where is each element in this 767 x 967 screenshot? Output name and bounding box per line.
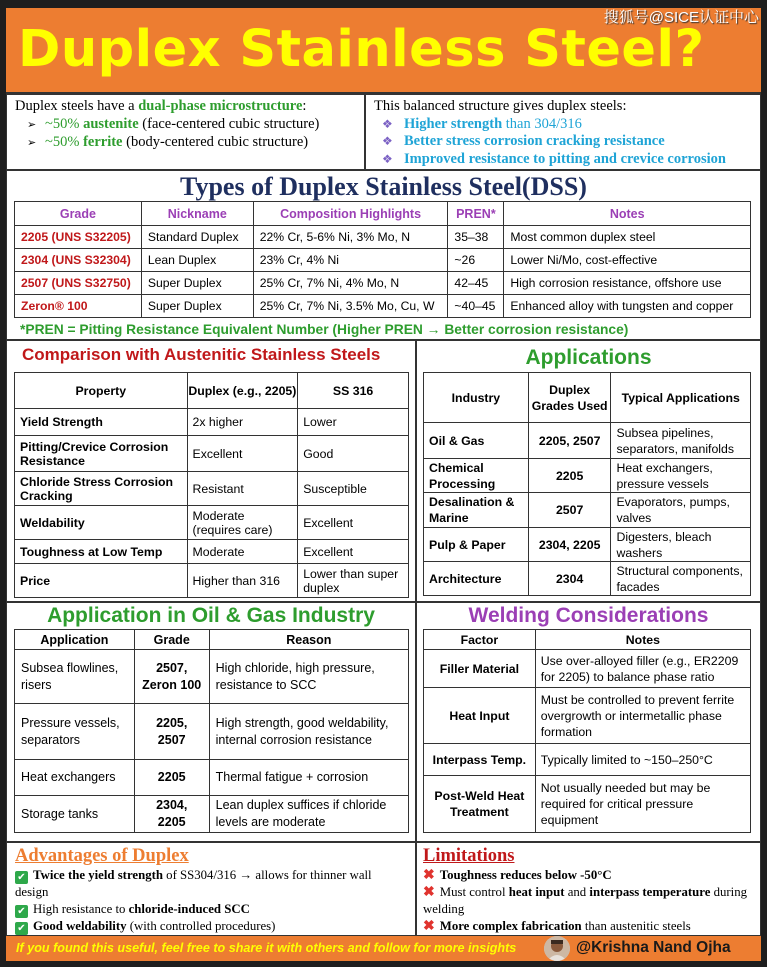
item-text: (face-centered cubic structure) — [138, 115, 320, 132]
column-header: Composition Highlights — [253, 202, 448, 226]
item-emphasis: Better stress corrosion cracking resistance — [404, 133, 665, 149]
table-cell: Lower than super duplex — [298, 564, 409, 598]
footer-text: If you found this useful, feel free to share it with others and follow for more insights — [16, 941, 517, 955]
table-cell: Thermal fatigue + corrosion — [209, 760, 408, 796]
column-header: Property — [15, 373, 188, 409]
table-cell: Use over-alloyed filler (e.g., ER2209 for 2205) to balance phase ratio — [535, 650, 750, 688]
table-cell: 2205 (UNS S32205) — [15, 226, 142, 249]
footer-banner — [6, 936, 761, 961]
table-cell: 2x higher — [187, 409, 298, 436]
table-cell: Lower — [298, 409, 409, 436]
table-cell: 2205, 2507 — [528, 423, 611, 459]
advantages-title: Advantages of Duplex — [15, 846, 189, 866]
limitations-section — [416, 842, 761, 936]
cross-icon: ✖ — [423, 919, 435, 934]
list-item — [423, 884, 754, 918]
table-row — [15, 272, 751, 295]
table-row — [15, 472, 409, 506]
table-row — [424, 744, 751, 776]
table-cell: 2507, Zeron 100 — [134, 650, 209, 704]
column-header: Application — [15, 630, 135, 650]
item-text: (with controlled procedures) — [126, 919, 276, 933]
table-cell: Moderate (requires care) — [187, 506, 298, 540]
page-title: Duplex Stainless Steel? — [18, 20, 705, 79]
item-text: and — [564, 885, 590, 899]
column-header: Factor — [424, 630, 536, 650]
advantages-section — [6, 842, 416, 936]
intro-benefits — [365, 94, 761, 170]
table-cell: Yield Strength — [15, 409, 188, 436]
table-cell: Subsea flowlines, risers — [15, 650, 135, 704]
table-cell: Evaporators, pumps, valves — [611, 493, 751, 528]
table-cell: Oil & Gas — [424, 423, 529, 459]
table-cell: 2304, 2205 — [528, 528, 611, 562]
table-cell: Pressure vessels, separators — [15, 704, 135, 760]
table-row — [15, 249, 751, 272]
table-cell: Lower Ni/Mo, cost-effective — [504, 249, 751, 272]
table-cell: Pitting/Crevice Corrosion Resistance — [15, 436, 188, 472]
table-cell: ~26 — [448, 249, 504, 272]
check-icon: ✔ — [15, 922, 28, 935]
table-cell: Price — [15, 564, 188, 598]
table-header-row — [15, 202, 751, 226]
table-cell: 23% Cr, 4% Ni — [253, 249, 448, 272]
table-cell: Excellent — [298, 540, 409, 564]
table-cell: 2507 (UNS S32750) — [15, 272, 142, 295]
arrow-bullet-icon: ➢ — [27, 137, 37, 149]
table-cell: Weldability — [15, 506, 188, 540]
table-row — [15, 540, 409, 564]
list-item — [374, 133, 752, 151]
table-cell: Enhanced alloy with tungsten and copper — [504, 295, 751, 318]
table-cell: High corrosion resistance, offshore use — [504, 272, 751, 295]
item-emphasis: Twice the yield strength — [33, 868, 163, 882]
check-icon: ✔ — [15, 905, 28, 918]
table-row — [15, 506, 409, 540]
item-text: during welding — [423, 885, 747, 916]
comparison-title: Comparison with Austenitic Stainless Steels — [22, 345, 381, 364]
table-cell: Susceptible — [298, 472, 409, 506]
pren-footnote: *PREN = Pitting Resistance Equivalent Number (Higher PREN → Better corrosion resistance) — [20, 322, 629, 337]
table-cell: Storage tanks — [15, 796, 135, 833]
item-text: Must control — [439, 885, 509, 899]
table-cell: 22% Cr, 5-6% Ni, 3% Mo, N — [253, 226, 448, 249]
item-emphasis: heat input — [508, 885, 565, 899]
table-cell: Subsea pipelines, separators, manifolds — [611, 423, 751, 459]
table-cell: Structural components, facades — [611, 562, 751, 596]
table-header-row — [15, 373, 409, 409]
item-prefix: ~50% — [45, 115, 84, 132]
intro-benefits-lead: This balanced structure gives duplex steels: — [374, 98, 627, 114]
item-emphasis: Higher strength — [404, 115, 503, 132]
oil-gas-table — [14, 629, 409, 833]
table-cell: 2205, 2507 — [134, 704, 209, 760]
item-emphasis: ferrite — [83, 134, 123, 150]
list-item — [423, 918, 754, 935]
welding-table — [423, 629, 751, 833]
item-emphasis: chloride-induced SCC — [128, 902, 250, 916]
table-cell: Heat Input — [424, 688, 536, 744]
table-cell: Architecture — [424, 562, 529, 596]
table-cell: 2507 — [528, 493, 611, 528]
column-header: PREN* — [448, 202, 504, 226]
table-cell: Typically limited to ~150–250°C — [535, 744, 750, 776]
table-row — [424, 650, 751, 688]
applications-title: Applications — [525, 346, 652, 369]
item-emphasis: Good weldability — [33, 919, 127, 933]
column-header: Duplex (e.g., 2205) — [187, 373, 298, 409]
table-cell: Chloride Stress Corrosion Cracking — [15, 472, 188, 506]
item-text: than 304/316 — [502, 115, 582, 132]
table-cell: Chemical Processing — [424, 459, 529, 493]
table-row — [15, 409, 409, 436]
check-icon: ✔ — [15, 871, 28, 884]
table-cell: 42–45 — [448, 272, 504, 295]
list-item — [15, 901, 407, 918]
table-cell: 35–38 — [448, 226, 504, 249]
table-cell: Zeron® 100 — [15, 295, 142, 318]
table-cell: 2304 (UNS S32304) — [15, 249, 142, 272]
table-cell: 2304 — [528, 562, 611, 596]
column-header: Grade — [15, 202, 142, 226]
table-cell: Desalination & Marine — [424, 493, 529, 528]
table-cell: 2304, 2205 — [134, 796, 209, 833]
table-cell: Higher than 316 — [187, 564, 298, 598]
table-cell: Lean Duplex — [141, 249, 253, 272]
limitations-title: Limitations — [423, 846, 515, 866]
item-text: of SS304/316 → allows for thinner wall design — [15, 868, 372, 899]
item-emphasis: Improved resistance to pitting and crevice corrosion — [404, 150, 726, 167]
list-item — [374, 116, 752, 134]
table-row — [15, 436, 409, 472]
table-cell: Post-Weld Heat Treatment — [424, 776, 536, 833]
types-title: Types of Duplex Stainless Steel(DSS) — [180, 172, 587, 201]
arrow-bullet-icon: ➢ — [27, 118, 37, 131]
diamond-bullet-icon: ❖ — [382, 116, 393, 131]
comparison-table — [14, 372, 409, 598]
cross-icon: ✖ — [423, 868, 435, 883]
intro-lead-emphasis: dual-phase microstructure — [138, 98, 303, 114]
table-row — [424, 423, 751, 459]
table-cell: 2205 — [528, 459, 611, 493]
table-cell: Filler Material — [424, 650, 536, 688]
table-cell: 2205 — [134, 760, 209, 796]
item-text: High resistance to — [33, 902, 129, 916]
table-row — [424, 493, 751, 528]
cross-icon: ✖ — [423, 885, 435, 900]
column-header: Reason — [209, 630, 408, 650]
table-cell: Excellent — [187, 436, 298, 472]
column-header: Grade — [134, 630, 209, 650]
table-cell: Super Duplex — [141, 295, 253, 318]
table-cell: Pulp & Paper — [424, 528, 529, 562]
intro-lead-suffix: : — [302, 98, 307, 114]
header-banner — [6, 8, 761, 94]
table-cell: High chloride, high pressure, resistance to SCC — [209, 650, 408, 704]
table-cell: 25% Cr, 7% Ni, 3.5% Mo, Cu, W — [253, 295, 448, 318]
column-header: Duplex Grades Used — [528, 373, 611, 423]
table-cell: Not usually needed but may be required for critical pressure equipment — [535, 776, 750, 833]
table-cell: Toughness at Low Temp — [15, 540, 188, 564]
table-header-row — [424, 630, 751, 650]
table-cell: Interpass Temp. — [424, 744, 536, 776]
table-header-row — [15, 630, 409, 650]
table-cell: Super Duplex — [141, 272, 253, 295]
table-row — [424, 528, 751, 562]
table-cell: Standard Duplex — [141, 226, 253, 249]
table-cell: ~40–45 — [448, 295, 504, 318]
table-cell: Must be controlled to prevent ferrite overgrowth or intermetallic phase formation — [535, 688, 750, 744]
list-item — [15, 867, 407, 901]
table-row — [15, 226, 751, 249]
welding-title: Welding Considerations — [468, 604, 709, 627]
table-row — [15, 650, 409, 704]
item-emphasis: interpass temperature — [589, 885, 711, 899]
table-cell: Resistant — [187, 472, 298, 506]
column-header: Notes — [535, 630, 750, 650]
infographic-page — [6, 8, 761, 961]
list-item — [374, 151, 752, 169]
table-cell: Lean duplex suffices if chloride levels are moderate — [209, 796, 408, 833]
table-cell: Heat exchangers, pressure vessels — [611, 459, 751, 493]
item-emphasis: austenite — [83, 115, 139, 132]
table-cell: Digesters, bleach washers — [611, 528, 751, 562]
item-text: (body-centered cubic structure) — [122, 134, 309, 150]
intro-lead-text: Duplex steels have a — [15, 98, 139, 114]
table-cell: Excellent — [298, 506, 409, 540]
column-header: Typical Applications — [611, 373, 751, 423]
column-header: Notes — [504, 202, 751, 226]
diamond-bullet-icon: ❖ — [382, 134, 393, 148]
column-header: SS 316 — [298, 373, 409, 409]
avatar — [544, 936, 570, 961]
intro-microstructure — [6, 94, 365, 170]
table-cell: Most common duplex steel — [504, 226, 751, 249]
oil-gas-title: Application in Oil & Gas Industry — [47, 604, 375, 627]
table-cell: High strength, good weldability, internal corrosion resistance — [209, 704, 408, 760]
table-row — [15, 796, 409, 833]
item-text: than austenitic steels — [581, 919, 691, 933]
table-row — [15, 564, 409, 598]
table-row — [424, 688, 751, 744]
table-row — [424, 776, 751, 833]
list-item — [15, 918, 407, 935]
watermark: 搜狐号@SICE认证中心 — [603, 9, 759, 26]
column-header: Industry — [424, 373, 529, 423]
table-cell: Moderate — [187, 540, 298, 564]
types-table — [14, 201, 751, 318]
item-emphasis: Toughness reduces below -50°C — [439, 868, 612, 882]
table-row — [424, 562, 751, 596]
author-handle[interactable]: @Krishna Nand Ojha — [576, 939, 731, 956]
table-cell: Heat exchangers — [15, 760, 135, 796]
table-row — [15, 295, 751, 318]
column-header: Nickname — [141, 202, 253, 226]
person-icon — [544, 936, 570, 961]
applications-table — [423, 372, 751, 596]
diamond-bullet-icon: ❖ — [382, 151, 393, 166]
item-emphasis: More complex fabrication — [439, 919, 582, 933]
table-row — [15, 760, 409, 796]
item-prefix: ~50% — [45, 134, 84, 150]
list-item — [15, 116, 356, 135]
table-row — [15, 704, 409, 760]
list-item — [15, 134, 356, 153]
intro-lead — [15, 98, 356, 116]
list-item — [423, 867, 754, 884]
table-cell: 25% Cr, 7% Ni, 4% Mo, N — [253, 272, 448, 295]
table-header-row — [424, 373, 751, 423]
table-row — [424, 459, 751, 493]
table-cell: Good — [298, 436, 409, 472]
